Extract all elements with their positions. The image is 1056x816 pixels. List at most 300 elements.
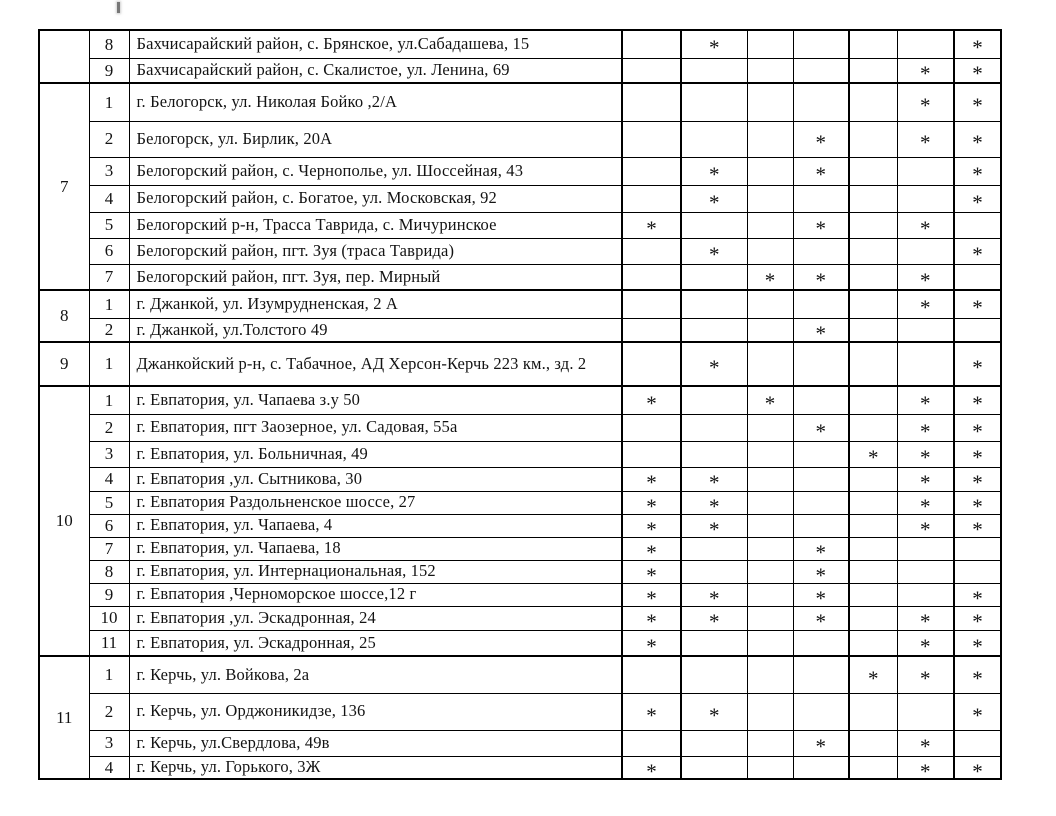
empty-star-cell — [793, 58, 849, 83]
address-cell: г. Евпатория Раздольненское шоссе, 27 — [129, 491, 622, 514]
asterisk-mark: * — [815, 321, 826, 342]
asterisk-mark: * — [920, 61, 931, 83]
star-mark-cell — [793, 414, 849, 441]
empty-star-cell — [849, 537, 897, 560]
empty-star-cell — [681, 537, 747, 560]
empty-star-cell — [747, 560, 793, 583]
star-mark-cell — [954, 583, 1001, 606]
empty-star-cell — [793, 467, 849, 491]
asterisk-mark: * — [709, 494, 720, 514]
empty-star-cell — [897, 185, 954, 212]
empty-star-cell — [747, 157, 793, 185]
star-mark-cell — [897, 290, 954, 318]
row-number-cell: 4 — [89, 756, 129, 779]
group-number-cell: 9 — [39, 342, 89, 386]
empty-star-cell — [897, 157, 954, 185]
empty-star-cell — [849, 386, 897, 414]
star-mark-cell — [849, 441, 897, 467]
empty-star-cell — [849, 212, 897, 238]
empty-star-cell — [622, 58, 681, 83]
asterisk-mark: * — [972, 190, 983, 212]
empty-star-cell — [681, 560, 747, 583]
star-mark-cell — [954, 342, 1001, 386]
address-cell: Белогорский район, пгт. Зуя (траса Таврида) — [129, 238, 622, 264]
star-mark-cell — [622, 386, 681, 414]
empty-star-cell — [681, 121, 747, 157]
star-mark-cell — [793, 560, 849, 583]
asterisk-mark: * — [646, 216, 657, 238]
group-number-cell: 11 — [39, 656, 89, 779]
star-mark-cell — [622, 514, 681, 537]
empty-star-cell — [793, 185, 849, 212]
asterisk-mark: * — [815, 268, 826, 290]
asterisk-mark: * — [920, 391, 931, 414]
empty-star-cell — [747, 467, 793, 491]
empty-star-cell — [793, 83, 849, 121]
asterisk-mark: * — [815, 419, 826, 441]
empty-star-cell — [793, 630, 849, 656]
asterisk-mark: * — [920, 734, 931, 756]
empty-star-cell — [681, 318, 747, 342]
empty-star-cell — [747, 491, 793, 514]
table-body — [39, 30, 1001, 779]
address-cell: Белогорский район, пгт. Зуя, пер. Мирный — [129, 264, 622, 290]
empty-star-cell — [793, 342, 849, 386]
star-mark-cell — [622, 212, 681, 238]
address-table — [38, 29, 1002, 780]
asterisk-mark: * — [646, 609, 657, 630]
star-mark-cell — [954, 290, 1001, 318]
asterisk-mark: * — [972, 634, 983, 656]
empty-star-cell — [793, 238, 849, 264]
star-mark-cell — [897, 121, 954, 157]
address-cell: Белогорский район, с. Чернополье, ул. Шоссейная, 43 — [129, 157, 622, 185]
empty-star-cell — [897, 238, 954, 264]
empty-star-cell — [622, 157, 681, 185]
table-row — [39, 121, 1001, 157]
group-number-cell — [39, 30, 89, 83]
empty-star-cell — [954, 537, 1001, 560]
empty-star-cell — [747, 656, 793, 693]
table-row — [39, 537, 1001, 560]
star-mark-cell — [622, 756, 681, 779]
table-row — [39, 467, 1001, 491]
table-row — [39, 560, 1001, 583]
row-number-cell: 5 — [89, 491, 129, 514]
table-row — [39, 58, 1001, 83]
row-number-cell: 4 — [89, 185, 129, 212]
empty-star-cell — [793, 656, 849, 693]
asterisk-mark: * — [920, 216, 931, 238]
star-mark-cell — [681, 606, 747, 630]
empty-star-cell — [622, 342, 681, 386]
empty-star-cell — [849, 318, 897, 342]
empty-star-cell — [747, 414, 793, 441]
table-row — [39, 157, 1001, 185]
star-mark-cell — [622, 467, 681, 491]
star-mark-cell — [954, 83, 1001, 121]
asterisk-mark: * — [920, 130, 931, 155]
empty-star-cell — [897, 537, 954, 560]
star-mark-cell — [897, 441, 954, 467]
star-mark-cell — [897, 83, 954, 121]
empty-star-cell — [897, 342, 954, 386]
star-mark-cell — [681, 583, 747, 606]
asterisk-mark: * — [815, 216, 826, 238]
table-row — [39, 83, 1001, 121]
asterisk-mark: * — [764, 268, 776, 290]
address-cell: г. Керчь, ул. Войкова, 2а — [129, 656, 622, 693]
asterisk-mark: * — [920, 295, 931, 318]
star-mark-cell — [681, 30, 747, 58]
empty-star-cell — [849, 730, 897, 756]
star-mark-cell — [897, 58, 954, 83]
address-cell: г. Евпатория ,ул. Эскадронная, 24 — [129, 606, 622, 630]
star-mark-cell — [897, 656, 954, 693]
empty-star-cell — [897, 30, 954, 58]
empty-star-cell — [747, 58, 793, 83]
empty-star-cell — [849, 238, 897, 264]
row-number-cell: 1 — [89, 386, 129, 414]
empty-star-cell — [622, 730, 681, 756]
star-mark-cell — [954, 693, 1001, 730]
asterisk-mark: * — [815, 734, 826, 756]
empty-star-cell — [849, 342, 897, 386]
star-mark-cell — [897, 467, 954, 491]
empty-star-cell — [747, 756, 793, 779]
row-number-cell: 8 — [89, 560, 129, 583]
asterisk-mark: * — [972, 61, 983, 83]
asterisk-mark: * — [920, 666, 931, 691]
row-number-cell: 3 — [89, 441, 129, 467]
row-number-cell: 1 — [89, 83, 129, 121]
star-mark-cell — [622, 491, 681, 514]
address-cell: г. Евпатория, ул. Чапаева з.у 50 — [129, 386, 622, 414]
address-cell: г. Евпатория, ул. Больничная, 49 — [129, 441, 622, 467]
asterisk-mark: * — [709, 703, 720, 728]
asterisk-mark: * — [920, 93, 931, 118]
star-mark-cell — [681, 693, 747, 730]
asterisk-mark: * — [868, 445, 879, 467]
asterisk-mark: * — [709, 470, 720, 491]
table-row — [39, 290, 1001, 318]
table-row — [39, 606, 1001, 630]
asterisk-mark: * — [972, 93, 983, 118]
empty-star-cell — [747, 441, 793, 467]
empty-star-cell — [849, 290, 897, 318]
star-mark-cell — [897, 630, 954, 656]
row-number-cell: 7 — [89, 537, 129, 560]
empty-star-cell — [622, 414, 681, 441]
empty-star-cell — [849, 630, 897, 656]
asterisk-mark: * — [646, 540, 657, 560]
address-cell: г. Евпатория ,Черноморское шоссе,12 г — [129, 583, 622, 606]
address-cell: Белогорск, ул. Бирлик, 20А — [129, 121, 622, 157]
asterisk-mark: * — [972, 759, 983, 780]
asterisk-mark: * — [972, 35, 983, 58]
address-cell: г. Евпатория, ул. Эскадронная, 25 — [129, 630, 622, 656]
star-mark-cell — [681, 238, 747, 264]
address-cell: Джанкойский р-н, с. Табачное, АД Херсон-Керчь 223 км., зд. 2 — [129, 342, 622, 386]
empty-star-cell — [849, 264, 897, 290]
empty-star-cell — [849, 693, 897, 730]
empty-star-cell — [849, 30, 897, 58]
empty-star-cell — [747, 185, 793, 212]
address-cell: г. Евпатория, ул. Чапаева, 4 — [129, 514, 622, 537]
asterisk-mark: * — [972, 470, 983, 491]
table-row — [39, 583, 1001, 606]
star-mark-cell — [954, 491, 1001, 514]
asterisk-mark: * — [646, 586, 657, 606]
asterisk-mark: * — [646, 563, 657, 583]
asterisk-mark: * — [972, 666, 983, 691]
empty-star-cell — [849, 121, 897, 157]
empty-star-cell — [681, 83, 747, 121]
table-row — [39, 630, 1001, 656]
empty-star-cell — [793, 386, 849, 414]
asterisk-mark: * — [815, 609, 826, 630]
empty-star-cell — [681, 264, 747, 290]
empty-star-cell — [849, 414, 897, 441]
row-number-cell: 2 — [89, 693, 129, 730]
star-mark-cell — [954, 30, 1001, 58]
empty-star-cell — [954, 318, 1001, 342]
star-mark-cell — [681, 185, 747, 212]
row-number-cell: 6 — [89, 514, 129, 537]
address-cell: Белогорский р-н, Трасса Таврида, с. Мичуринское — [129, 212, 622, 238]
asterisk-mark: * — [646, 391, 657, 414]
star-mark-cell — [954, 185, 1001, 212]
table-row — [39, 238, 1001, 264]
empty-star-cell — [954, 212, 1001, 238]
asterisk-mark: * — [920, 494, 931, 514]
address-cell: Белогорский район, с. Богатое, ул. Московская, 92 — [129, 185, 622, 212]
asterisk-mark: * — [815, 162, 826, 185]
asterisk-mark: * — [709, 190, 720, 212]
star-mark-cell — [681, 467, 747, 491]
star-mark-cell — [622, 537, 681, 560]
star-mark-cell — [954, 656, 1001, 693]
star-mark-cell — [954, 630, 1001, 656]
star-mark-cell — [793, 537, 849, 560]
table-row — [39, 318, 1001, 342]
asterisk-mark: * — [709, 35, 720, 58]
row-number-cell: 1 — [89, 342, 129, 386]
empty-star-cell — [747, 583, 793, 606]
stray-scan-mark — [117, 2, 120, 13]
star-mark-cell — [622, 583, 681, 606]
row-number-cell: 2 — [89, 121, 129, 157]
address-cell: Бахчисарайский район, с. Брянское, ул.Сабадашева, 15 — [129, 30, 622, 58]
empty-star-cell — [747, 212, 793, 238]
asterisk-mark: * — [972, 419, 983, 441]
table-row — [39, 730, 1001, 756]
empty-star-cell — [849, 467, 897, 491]
star-mark-cell — [681, 342, 747, 386]
empty-star-cell — [793, 514, 849, 537]
empty-star-cell — [681, 386, 747, 414]
address-cell: г. Евпатория ,ул. Сытникова, 30 — [129, 467, 622, 491]
empty-star-cell — [622, 83, 681, 121]
star-mark-cell — [793, 264, 849, 290]
empty-star-cell — [622, 656, 681, 693]
address-cell: г. Белогорск, ул. Николая Бойко ,2/А — [129, 83, 622, 121]
empty-star-cell — [747, 537, 793, 560]
address-cell: г. Джанкой, ул.Толстого 49 — [129, 318, 622, 342]
star-mark-cell — [954, 414, 1001, 441]
row-number-cell: 8 — [89, 30, 129, 58]
empty-star-cell — [793, 30, 849, 58]
star-mark-cell — [747, 264, 793, 290]
star-mark-cell — [954, 238, 1001, 264]
table-row — [39, 212, 1001, 238]
empty-star-cell — [622, 121, 681, 157]
asterisk-mark: * — [709, 162, 720, 185]
asterisk-mark: * — [709, 242, 720, 264]
star-mark-cell — [622, 693, 681, 730]
row-number-cell: 3 — [89, 157, 129, 185]
row-number-cell: 1 — [89, 290, 129, 318]
empty-star-cell — [747, 730, 793, 756]
asterisk-mark: * — [972, 609, 983, 630]
empty-star-cell — [849, 514, 897, 537]
empty-star-cell — [849, 157, 897, 185]
empty-star-cell — [747, 606, 793, 630]
star-mark-cell — [793, 212, 849, 238]
empty-star-cell — [747, 318, 793, 342]
empty-star-cell — [849, 756, 897, 779]
star-mark-cell — [747, 386, 793, 414]
star-mark-cell — [793, 606, 849, 630]
asterisk-mark: * — [972, 391, 983, 414]
empty-star-cell — [897, 693, 954, 730]
row-number-cell: 3 — [89, 730, 129, 756]
address-cell: Бахчисарайский район, с. Скалистое, ул. Ленина, 69 — [129, 58, 622, 83]
address-cell: г. Евпатория, пгт Заозерное, ул. Садовая, 55а — [129, 414, 622, 441]
empty-star-cell — [622, 264, 681, 290]
star-mark-cell — [622, 560, 681, 583]
asterisk-mark: * — [920, 634, 931, 656]
table-row — [39, 491, 1001, 514]
empty-star-cell — [793, 491, 849, 514]
star-mark-cell — [897, 756, 954, 779]
asterisk-mark: * — [709, 609, 720, 630]
asterisk-mark: * — [709, 355, 720, 380]
empty-star-cell — [747, 238, 793, 264]
star-mark-cell — [622, 606, 681, 630]
star-mark-cell — [681, 514, 747, 537]
row-number-cell: 6 — [89, 238, 129, 264]
empty-star-cell — [747, 693, 793, 730]
empty-star-cell — [897, 583, 954, 606]
empty-star-cell — [681, 290, 747, 318]
empty-star-cell — [954, 730, 1001, 756]
empty-star-cell — [793, 290, 849, 318]
star-mark-cell — [897, 514, 954, 537]
asterisk-mark: * — [646, 703, 657, 728]
empty-star-cell — [622, 185, 681, 212]
asterisk-mark: * — [920, 419, 931, 441]
star-mark-cell — [897, 606, 954, 630]
row-number-cell: 7 — [89, 264, 129, 290]
asterisk-mark: * — [646, 759, 657, 780]
asterisk-mark: * — [972, 162, 983, 185]
star-mark-cell — [897, 414, 954, 441]
empty-star-cell — [681, 730, 747, 756]
star-mark-cell — [897, 212, 954, 238]
asterisk-mark: * — [920, 268, 931, 290]
asterisk-mark: * — [815, 563, 826, 583]
empty-star-cell — [849, 83, 897, 121]
star-mark-cell — [954, 467, 1001, 491]
star-mark-cell — [954, 58, 1001, 83]
asterisk-mark: * — [972, 242, 983, 264]
star-mark-cell — [897, 491, 954, 514]
star-mark-cell — [897, 386, 954, 414]
star-mark-cell — [954, 441, 1001, 467]
table-row — [39, 386, 1001, 414]
asterisk-mark: * — [646, 517, 657, 537]
empty-star-cell — [681, 212, 747, 238]
asterisk-mark: * — [972, 517, 983, 537]
empty-star-cell — [622, 290, 681, 318]
empty-star-cell — [849, 606, 897, 630]
empty-star-cell — [849, 58, 897, 83]
asterisk-mark: * — [972, 445, 983, 467]
empty-star-cell — [747, 30, 793, 58]
empty-star-cell — [849, 583, 897, 606]
empty-star-cell — [681, 630, 747, 656]
asterisk-mark: * — [646, 634, 657, 656]
table-row — [39, 185, 1001, 212]
empty-star-cell — [747, 514, 793, 537]
address-cell: г. Керчь, ул.Свердлова, 49в — [129, 730, 622, 756]
table-row — [39, 30, 1001, 58]
star-mark-cell — [622, 630, 681, 656]
empty-star-cell — [747, 290, 793, 318]
empty-star-cell — [897, 318, 954, 342]
table-row — [39, 441, 1001, 467]
asterisk-mark: * — [709, 517, 720, 537]
empty-star-cell — [849, 491, 897, 514]
empty-star-cell — [897, 560, 954, 583]
empty-star-cell — [681, 58, 747, 83]
star-mark-cell — [954, 157, 1001, 185]
group-number-cell: 7 — [39, 83, 89, 290]
empty-star-cell — [747, 630, 793, 656]
empty-star-cell — [681, 441, 747, 467]
address-cell: г. Керчь, ул. Горького, 3Ж — [129, 756, 622, 779]
asterisk-mark: * — [920, 609, 931, 630]
asterisk-mark: * — [764, 391, 776, 414]
star-mark-cell — [793, 318, 849, 342]
empty-star-cell — [681, 656, 747, 693]
table-row — [39, 342, 1001, 386]
group-number-cell: 10 — [39, 386, 89, 656]
empty-star-cell — [793, 756, 849, 779]
row-number-cell: 1 — [89, 656, 129, 693]
empty-star-cell — [793, 693, 849, 730]
empty-star-cell — [849, 560, 897, 583]
address-cell: г. Джанкой, ул. Изумрудненская, 2 А — [129, 290, 622, 318]
star-mark-cell — [793, 121, 849, 157]
empty-star-cell — [747, 83, 793, 121]
empty-star-cell — [954, 560, 1001, 583]
asterisk-mark: * — [920, 470, 931, 491]
row-number-cell: 9 — [89, 583, 129, 606]
empty-star-cell — [793, 441, 849, 467]
empty-star-cell — [849, 185, 897, 212]
